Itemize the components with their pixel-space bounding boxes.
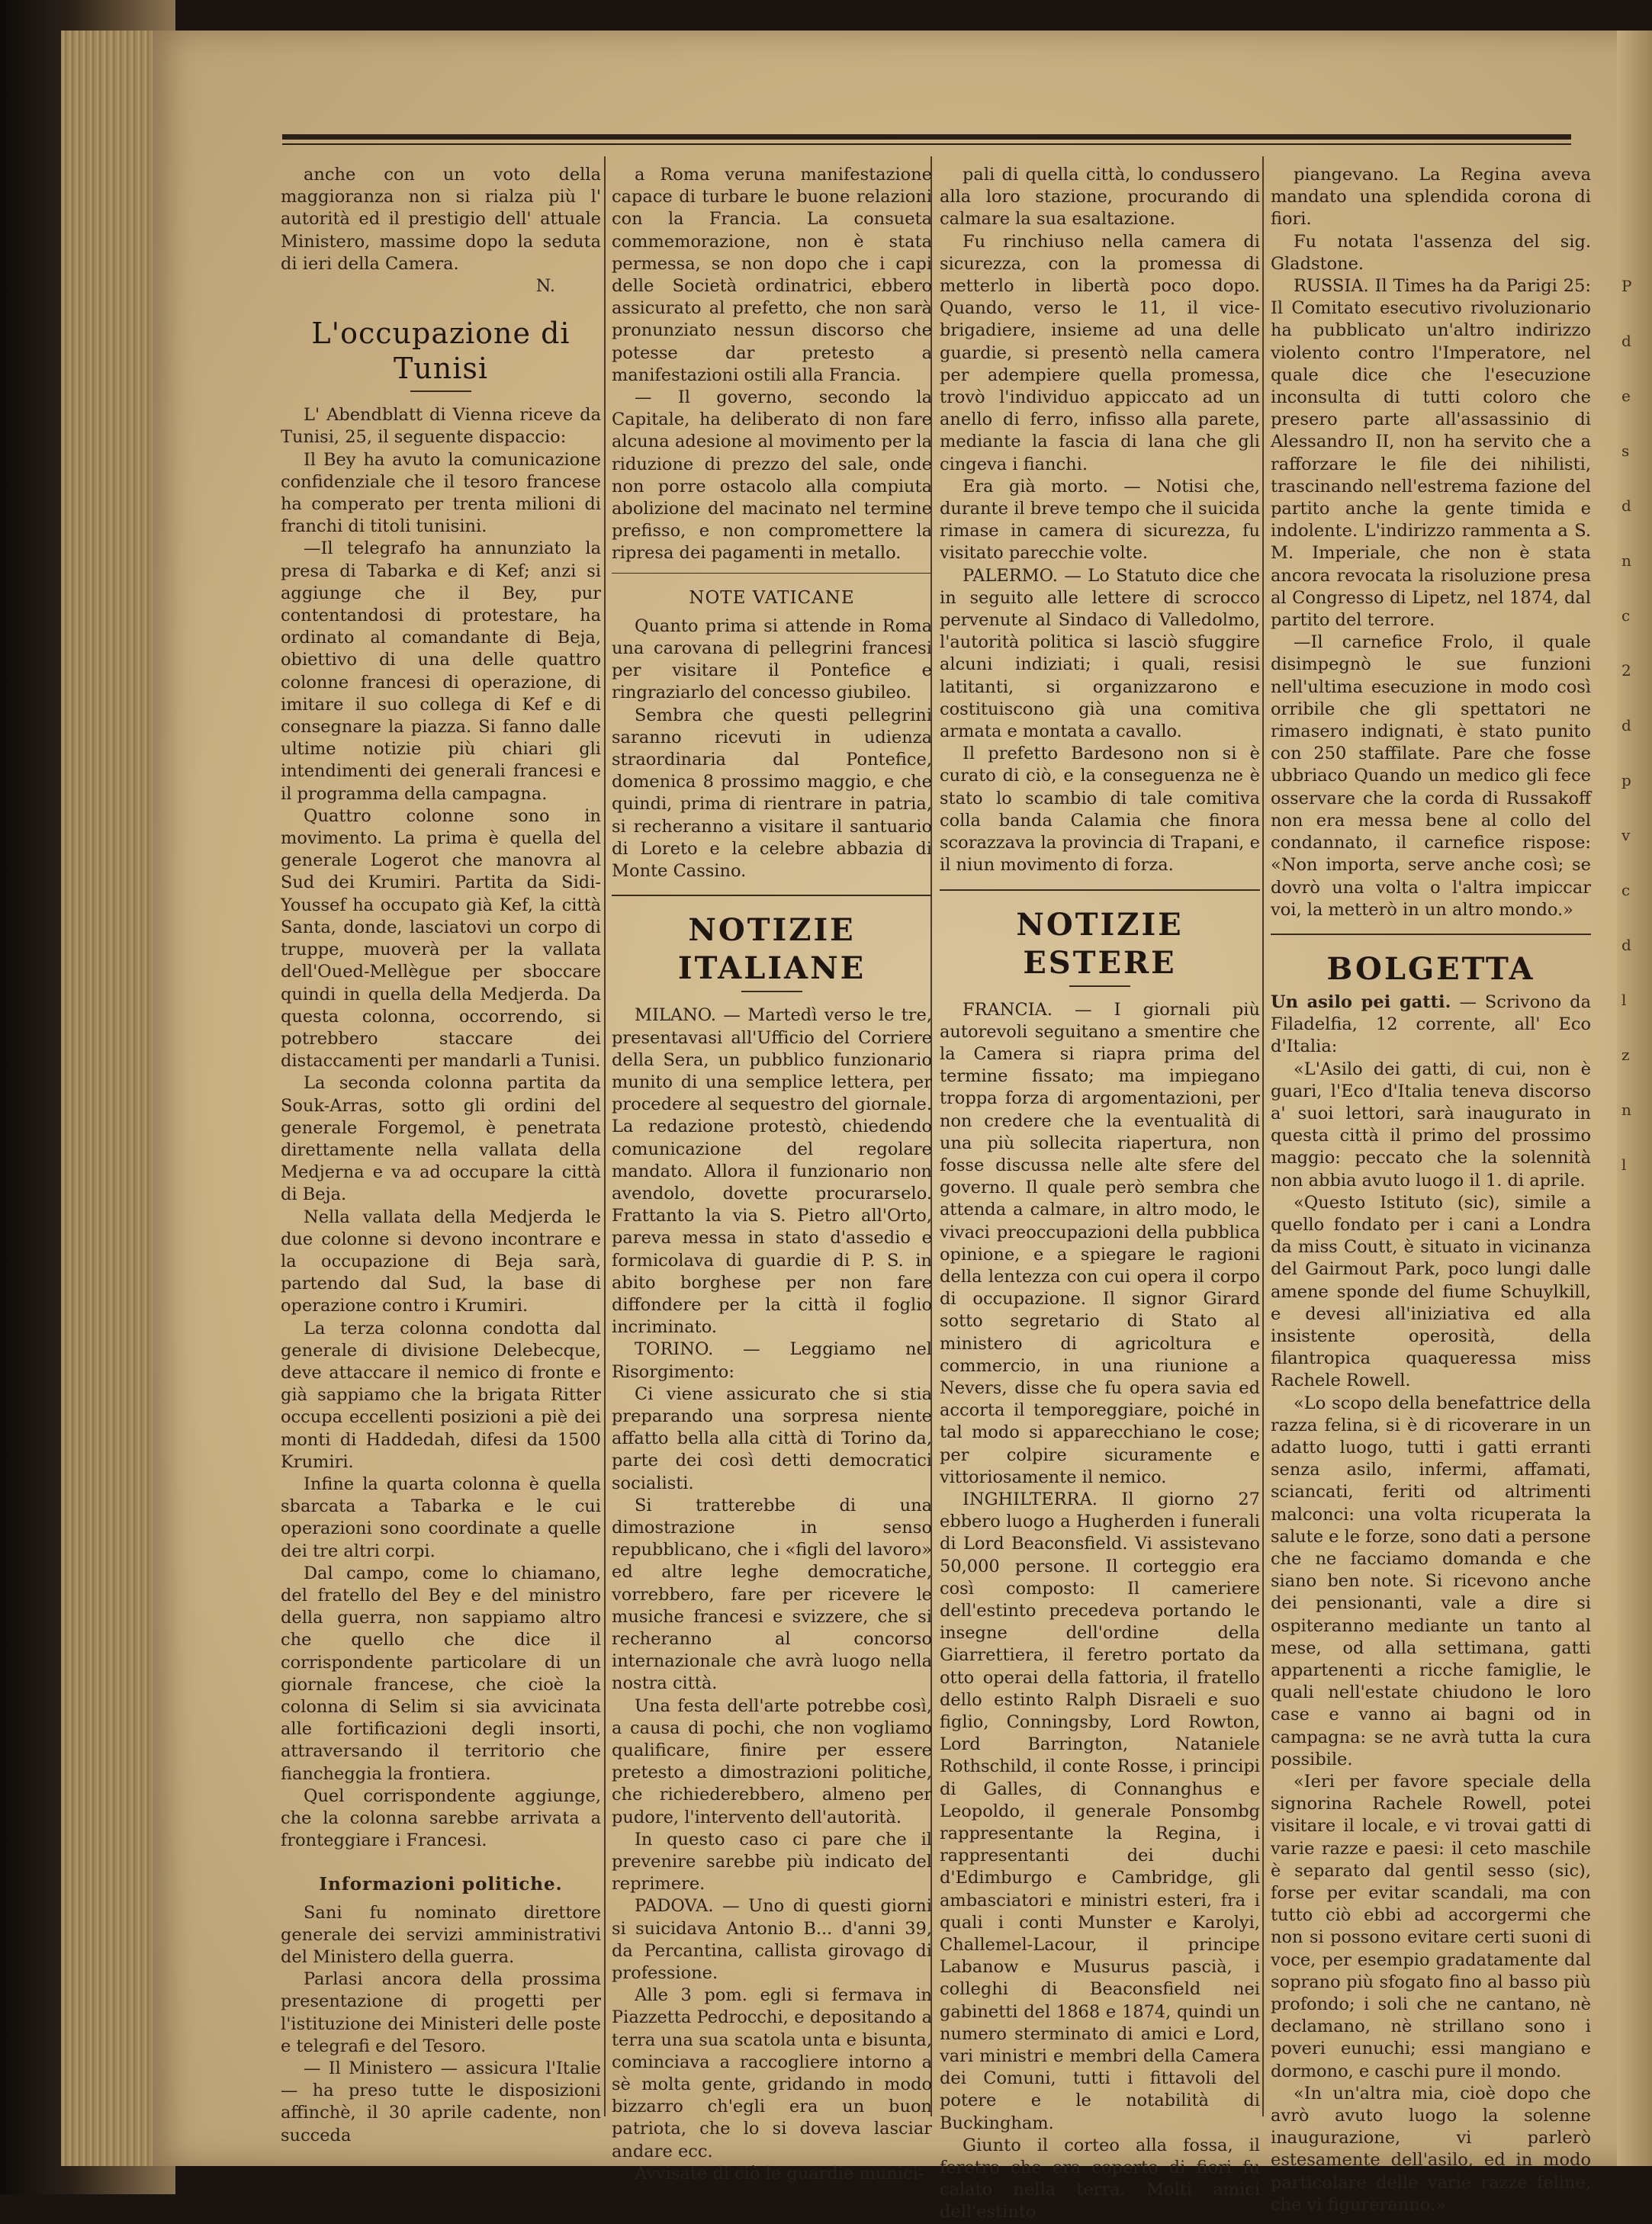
article-paragraph: PALERMO. — Lo Statuto dice che in seguito alle lettere di scrocco pervenute al Sindaco di Valledolmo, l'autorità politica si lasciò sfuggire alcuni indiziati; i quali, resisi latitanti, si organizzarono e costituiscono già una comitiva armata e montata a cavallo. [940, 565, 1260, 742]
header-rule [282, 134, 1571, 140]
edge-letter: c [1621, 881, 1631, 899]
section-rule [612, 895, 932, 896]
column-rule [604, 156, 606, 2116]
headline-rule [410, 390, 471, 392]
headline-rule [741, 991, 802, 992]
article-paragraph: Sani fu nominato direttore generale dei servizi amministrativi del Ministero della guerra. [281, 1902, 601, 1968]
edge-letter: z [1621, 1046, 1630, 1064]
edge-letter: d [1621, 716, 1631, 734]
edge-letter: P [1621, 277, 1632, 295]
article-paragraph: —Il carnefice Frolo, il quale disimpegnò le sue funzioni nell'ultima esecuzione in modo così orribile che gli spettatori ne rimasero indignati, è stato punito con 250 staffilate. Pare che fosse ubbriaco Quando un medico gli fece osservare che la corda di Russakoff non era messa bene al collo del condannato, il carnefice rispose: «Non importa, serve anche così; se dovrò una volta o l'altra impiccar voi, la metterò in un altro mondo.» [1271, 632, 1591, 920]
headline-notizie-italiane: NOTIZIE ITALIANE [677, 912, 866, 987]
edge-letter: l [1621, 1155, 1627, 1174]
column-2 [612, 164, 932, 2184]
article-paragraph: Era già morto. — Notisi che, durante il breve tempo che il suicida rimase in camera di sicurezza, fu visitato parecchie volte. [940, 476, 1260, 564]
edge-letter: c [1621, 606, 1631, 625]
header-rule-thin [282, 143, 1571, 145]
article-paragraph: «Questo Istituto (sic), simile a quello fondato per i cani a Londra da miss Coutt, è situato in vicinanza del Gairmout Park, poco lungi dalle amene sponde del fiume Schuylkill, e devesi all'iniziativa ed alla insistente operosità, della filantropica quaqueressa miss Rachele Rowell. [1271, 1192, 1591, 1391]
article-paragraph: RUSSIA. Il Times ha da Parigi 25: Il Comitato esecutivo rivoluzionario ha pubblicato un'altro indirizzo violento contro l'Imperatore, nel quale dice che l'esecuzione inconsulta di tutti coloro che presero parte all'assassinio di Alessandro II, non ha servito che a rafforzare le file dei nihilisti, trascinando nell'estrema fazione del partito anche la gente timida e indolente. L'indirizzo rammenta a S. M. Imperiale, che non è stata ancora revocata la risoluzione presa al Congresso di Lipetz, nel 1874, dal partito del terrore. [1271, 276, 1591, 631]
article-lead: Un asilo pei gatti. [1271, 991, 1451, 1012]
article-paragraph: Ci viene assicurato che si stia preparando una sorpresa niente affatto bella alla città di Torino da, parte dei così detti democratici socialisti. [612, 1384, 932, 1493]
article-paragraph: Un asilo pei gatti. — Scrivono da Filadelfia, 12 corrente, all' Eco d'Italia: [1271, 991, 1592, 1057]
column-1 [281, 164, 601, 2145]
article-paragraph: pali di quella città, lo condussero alla loro stazione, procurando di calmare la sua esaltazione. [940, 165, 1260, 230]
column-3 [940, 164, 1260, 2222]
article-paragraph: Dal campo, come lo chiamano, del fratello del Bey e del ministro della guerra, non sappiamo altro che quello che dice il corrispondente particolare di un giornale francese, che cioè la colonna di Selim si sia avvicinata alle fortificazioni degli insorti, attraversando il territorio che fiancheggia la frontiera. [281, 1563, 601, 1784]
article-paragraph: FRANCIA. — I giornali più autorevoli seguitano a smentire che la Camera si riapra prima del termine fissato; ma impiegano troppa forza di argomentazioni, per non credere che la eventualità di una più sollecita riapertura, non fosse discussa nelle alte sfere del governo. Il quale però sembra che attenda a calmare, in altro modo, le vivaci preoccupazioni della pubblica opinione, e a spiegare le ragioni della lentezza con cui opera il corpo di occupazione. Il signor Girard sotto segretario di Stato al ministero di agricoltura e commercio, in una riunione a Nevers, disse che fu opera savia ed accorta il temporeggiare, poiché in tal modo si apparecchiano le cose; per colpire sicuramente e vittoriosamente il nemico. [940, 999, 1260, 1487]
column-4 [1271, 164, 1592, 2215]
edge-letter: p [1621, 771, 1631, 789]
article-paragraph: «In un'altra mia, cioè dopo che avrò avuto luogo la solenne inaugurazione, vi parlerò estesamente dell'asilo, ed in modo particolare delle varie razze feline, che vi figureranno.» [1271, 2083, 1591, 2215]
article-paragraph: a Roma veruna manifestazione capace di turbare le buone relazioni con la Francia. La consueta commemorazione, non è stata permessa, se non dopo che i capi delle Società ordinatrici, ebbero assicurato al prefetto, che non sarà pronunziato nessun discorso che potesse dar pretesto a manifestazioni ostili alla Francia. [612, 165, 932, 385]
article-paragraph: «L'Asilo dei gatti, di cui, non è guari, l'Eco d'Italia teneva discorso a' suoi lettori, sarà inaugurato in questa città il primo del prossimo maggio: peccato che la solennità non abbia avuto luogo il 1. di aprile. [1271, 1059, 1591, 1191]
article-paragraph: Il prefetto Bardesono non si è curato di ciò, e la conseguenza ne è stato lo scambio di tale comitiva colla banda Calamia che finora scorazzava la provincia di Trapani, e il niun movimento di forza. [940, 744, 1260, 876]
edge-letter: s [1621, 442, 1630, 460]
section-rule [940, 889, 1260, 891]
article-signature: N. [535, 276, 555, 297]
headline-bolgetta: BOLGETTA [1326, 950, 1535, 987]
article-paragraph: — Il Ministero — assicura l'Italie — ha preso tutte le disposizioni affinchè, il 30 aprile cadente, non succeda [281, 2058, 601, 2145]
article-paragraph: INGHILTERRA. Il giorno 27 ebbero luogo a Hugherden i funerali di Lord Beaconsfield. Vi assistevano 50,000 persone. Il corteggio era così composto: Il cameriere dell'estinto precedeva portando le insegne dell'ordine della Giarrettiera, il feretro portato da otto operai della fattoria, il fratello dello estinto Ralph Disraeli e suo figlio, Conningsby, Lord Rowton, Lord Barrington, Nataniele Rothschild, il conte Rosse, i principi di Galles, di Connanghus e Leopoldo, il generale Ponsombg rappresentante la Regina, i rappresentanti dei duchi d'Edimburgo e Cambridge, gli ambasciatori e ministri esteri, fra i quali i conti Munster e Karolyi, Challemel-Lacour, il principe Labanow e Musurus pascià, i colleghi di Beaconsfield nei gabinetti del 1868 e 1874, quindi un numero sterminato di amici e Lord, vari ministri e membri della Camera dei Comuni, tutti i fittavoli del potere e le notabilità di Buckingham. [940, 1489, 1260, 2133]
subhead-note-vaticane: NOTE VATICANE [689, 587, 855, 608]
article-paragraph: Fu notata l'assenza del sig. Gladstone. [1271, 231, 1591, 274]
column-rule [1262, 156, 1264, 2116]
article-paragraph: Quattro colonne sono in movimento. La prima è quella del generale Logerot che manovra al Sud dei Krumiri. Partita da Sidi-Youssef ha occupato già Kef, la città Santa, donde, lasciatovi un corpo di truppe, muoverà per la vallata dell'Oued-Mellègue per sboccare quindi in quella della Medjerda. Da questa colonna, occorrendo, si potrebbero staccare dei distaccamenti per mandarli a Tunisi. [281, 805, 601, 1072]
subhead-informazioni: Informazioni politiche. [319, 1874, 563, 1895]
headline-tunisi: L'occupazione di Tunisi [311, 317, 570, 386]
edge-letter: d [1621, 497, 1631, 515]
edge-letter: n [1621, 551, 1631, 570]
section-rule [1271, 934, 1591, 935]
article-paragraph: Fu rinchiuso nella camera di sicurezza, con la promessa di metterlo in libertà poco dopo. Quando, verso le 11, il vice-brigadiere, insieme ad una delle guardie, si presentò nella camera per adempiere quella promessa, trovò l'individuo appiccato ad un anello di ferro, infisso alla parete, mediante la fascia di lana che gli cingeva i fianchi. [940, 231, 1260, 474]
article-paragraph: «Ieri per favore speciale della signorina Rachele Rowell, potei visitare il locale, e vi trovai gatti di varie razze e paesi: il ceto maschile è separato dal gentil sesso (sic), forse per evitar scandali, ma con tutto ciò ebbi ad accorgermi che non si possono evitare certi suoni di voce, per esempio gradatamente dal soprano più sfogato fino al basso più profondo; i soli che ne cantano, nè declamano, nè strillano sono i poveri eunuchi; essi mangiano e dormono, e caschi pure il mondo. [1271, 1772, 1591, 2081]
edge-letter: n [1621, 1101, 1631, 1119]
article-paragraph: Il Bey ha avuto la comunicazione confidenziale che il tesoro francese ha comperato per trenta milioni di franchi di titoli tunisini. [281, 449, 601, 537]
article-paragraph: Nella vallata della Medjerda le due colonne si devono incontrare e la occupazione di Beja sarà, partendo dal Sud, la base di operazione contro i Krumiri. [281, 1207, 601, 1316]
article-paragraph: «Lo scopo della benefattrice della razza felina, si è di ricoverare in un adatto luogo, tutti i gatti erranti senza asilo, infermi, affamati, sciancati, feriti od altrimenti malconci: una volta ricuperata la salute e le forze, sono dati a persone che ne facciamo domanda e che siano ben note. Si ricevono anche dei pensionanti, vale a dire si ospiteranno mediante un tanto al mese, od alla settimana, gatti appartenenti a ricche famiglie, le quali nell'estate chiudono le loro case e vanno ai bagni od in campagna: se ne avrà tutta la cura possibile. [1271, 1393, 1591, 1769]
article-paragraph: —Il telegrafo ha annunziato la presa di Tabarka e di Kef; anzi si aggiunge che il Bey, pur contentandosi di protestare, ha ordinato al comandante di Beja, obiettivo di una delle quattro colonne francesi di operazione, di imitare il suo collega di Kef e di consegnare la piazza. Si fanno dalle ultime notizie più chiari gli intendimenti dei generali francesi e il programma della campagna. [281, 538, 601, 804]
article-paragraph: Alle 3 pom. egli si fermava in Piazzetta Pedrocchi, e depositando a terra una sua scatola unta e bisunta, cominciava a raccogliere intorno a sè molta gente, gridando in modo bizzarro ch'egli era un buon patriota, che lo si doveva lasciar andare ecc. [612, 1985, 932, 2161]
article-paragraph: La seconda colonna partita da Souk-Arras, sotto gli ordini del generale Forgemol, è penetrata direttamente nella vallata della Medjerna e va ad occupare la città di Beja. [281, 1073, 601, 1205]
headline-notizie-estere: NOTIZIE ESTERE [1016, 906, 1184, 981]
article-paragraph: Avvisate di ciò le guardie munici- [635, 2163, 924, 2184]
next-page-edge [1617, 31, 1652, 2166]
article-paragraph: Una festa dell'arte potrebbe così, a causa di pochi, che non vogliamo qualificare, finire per essere pretesto a dimostrazioni politiche, che richiederebbero, almeno per pudore, l'intervento dell'autorità. [612, 1695, 932, 1827]
article-paragraph: MILANO. — Martedì verso le tre, presentavasi all'Ufficio del Corriere della Sera, un pubblico funzionario munito di una semplice lettera, per procedere al sequestro del giornale. La redazione protestò, chiedendo comunicazione del regolare mandato. Allora il funzionario non avendolo, dovette procurarselo. Frattanto la via S. Pietro all'Orto, pareva messa in stato d'assedio e formicolava di guardie di P. S. in abito borghese per non fare diffondere per la città il foglio incriminato. [612, 1005, 932, 1338]
article-paragraph: In questo caso ci pare che il prevenire sarebbe più indicato del reprimere. [612, 1829, 932, 1895]
article-paragraph: Si tratterebbe di una dimostrazione in senso repubblicano, che i «figli del lavoro» ed altre leghe democratiche, vorrebbero, fare per ricevere le musiche francesi e svizzere, che si recheranno al concorso internazionale che avrà luogo nella nostra città. [612, 1495, 932, 1694]
article-paragraph: Infine la quarta colonna è quella sbarcata a Tabarka e le cui operazioni sono coordinate a quelle dei tre altri corpi. [281, 1474, 601, 1561]
edge-letter: d [1621, 936, 1631, 954]
article-paragraph: Sembra che questi pellegrini saranno ricevuti in udienza straordinaria dal Pontefice, domenica 8 prossimo maggio, e che quindi, prima di rientrare in patria, si recheranno a visitare il santuario di Loreto e la celebre abbazia di Monte Cassino. [612, 705, 932, 882]
article-paragraph: PADOVA. — Uno di questi giorni si suicidava Antonio B... d'anni 39, da Percantina, callista girovago di professione. [612, 1896, 932, 1984]
article-paragraph: piangevano. La Regina aveva mandato una splendida corona di fiori. [1271, 165, 1591, 230]
article-paragraph: La terza colonna condotta dal generale di divisione Delebecque, deve attaccare il nemico di fronte e già sappiamo che la brigata Ritter occupa eccellenti posizioni a piè dei monti di Haddedah, difesi da 1500 Krumiri. [281, 1318, 601, 1472]
article-paragraph: Parlasi ancora della prossima presentazione di progetti per l'istituzione dei Ministeri delle poste e telegrafi e del Tesoro. [281, 1969, 601, 2056]
article-paragraph: L' Abendblatt di Vienna riceve da Tunisi, 25, il seguente dispaccio: [281, 405, 601, 448]
edge-letter: 2 [1621, 661, 1631, 680]
edge-letter: v [1621, 826, 1631, 844]
article-paragraph: TORINO. — Leggiamo nel Risorgimento: [612, 1339, 932, 1382]
edge-letter: l [1621, 991, 1627, 1009]
edge-letter: e [1621, 387, 1631, 405]
article-paragraph: Quanto prima si attende in Roma una carovana di pellegrini francesi per visitare il Pontefice e ringraziarlo del concesso giubileo. [612, 615, 932, 703]
article-paragraph: Quel corrispondente aggiunge, che la colonna sarebbe arrivata a fronteggiare i Francesi. [281, 1785, 601, 1851]
article-paragraph: anche con un voto della maggioranza non si rialza più l' autorità ed il prestigio dell' attuale Ministero, massime dopo la seduta di ieri della Camera. [281, 165, 601, 274]
article-paragraph: — Il governo, secondo la Capitale, ha deliberato di non fare alcuna adesione al movimento per la riduzione di prezzo del sale, onde non porre ostacolo alla compiuta abolizione del macinato nel termine prefisso, e non compromettere la ripresa dei pagamenti in metallo. [612, 387, 932, 564]
section-rule [612, 573, 932, 574]
article-paragraph: Giunto il corteo alla fossa, il feretro che era coperto di fiori fu calato nella terra. Molti amici dell'estinto [940, 2135, 1260, 2222]
headline-rule [1069, 985, 1130, 987]
edge-letter: d [1621, 332, 1631, 350]
